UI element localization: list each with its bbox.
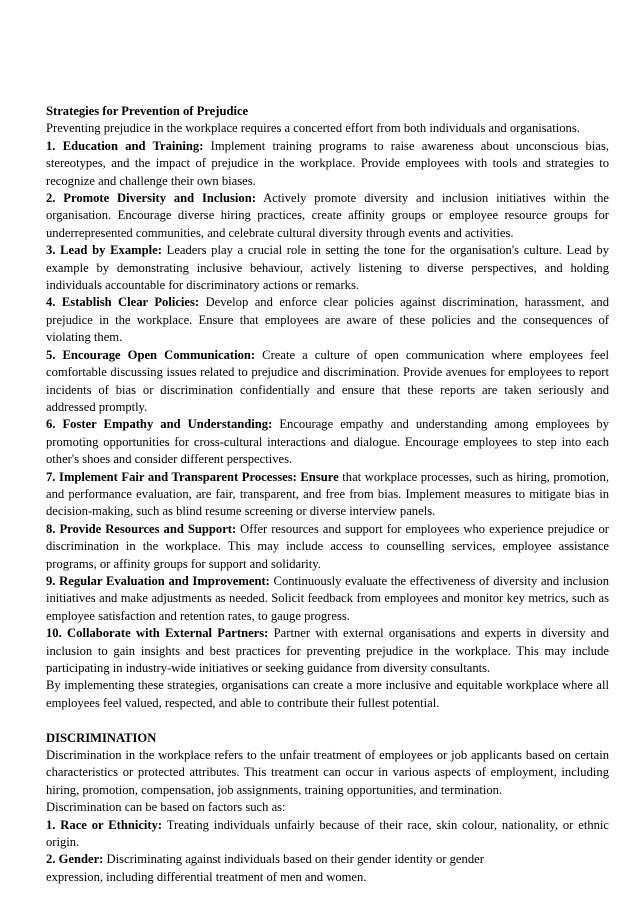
strategy-item (46, 573, 609, 625)
discrimination-label: 2. Gender: (46, 852, 104, 867)
section-spacer (46, 712, 609, 729)
strategy-text: Develop and enforce clear policies against discrimination, harassment, and prejudice in the workplace. Ensure that employees are aware of these policies and the consequences of violating them. (46, 295, 610, 345)
strategy-label: 1. Education and Training: (46, 138, 204, 153)
discrimination-text: Discriminating against individuals based on their gender identity or gender (103, 852, 484, 867)
strategy-text: Continuously evaluate the effectiveness of diversity and inclusion initiatives and make adjustments as needed. Solicit feedback from employees and monitor key metrics, such as employee satisfaction and retention rates, to gauge progress. (46, 573, 609, 623)
prevention-intro: Preventing prejudice in the workplace requires a concerted effort from both individuals and organisations. (46, 121, 580, 136)
strategy-text: Leaders play a crucial role in setting the tone for the organisation's culture. Lead by example by demonstrating inclusive behaviour, actively listening to diverse perspectives, and holding individuals accountable for discriminatory actions or remarks. (46, 243, 609, 293)
discrimination-item (46, 851, 609, 886)
document-page (46, 103, 609, 886)
strategy-item (46, 469, 609, 521)
strategy-text: Implement training programs to raise awareness about unconscious bias, stereotypes, and the impact of prejudice in the workplace. Provide employees with tools and strategies to recognize and challenge their own biases. (46, 138, 609, 188)
strategy-item (46, 347, 609, 417)
prevention-conclusion: By implementing these strategies, organisations can create a more inclusive and equitable workplace where all employees feel valued, respected, and able to contribute their fullest potential. (46, 678, 609, 710)
discrimination-factors-lead: Discrimination can be based on factors such as: (46, 800, 286, 815)
strategy-item (46, 521, 609, 573)
strategy-label: 3. Lead by Example: (46, 243, 162, 258)
strategy-label: 7. Implement Fair and Transparent Processes: Ensure (46, 469, 339, 484)
strategy-label: 9. Regular Evaluation and Improvement: (46, 573, 270, 588)
strategy-label: 2. Promote Diversity and Inclusion: (46, 191, 256, 206)
strategy-label: 5. Encourage Open Communication: (46, 347, 256, 362)
strategy-item (46, 625, 609, 677)
discrimination-item (46, 817, 609, 852)
strategy-text: Offer resources and support for employees who experience prejudice or discrimination in the workplace. This may include access to counselling services, employee assistance programs, or affinity groups for support and solidarity. (46, 521, 609, 571)
strategy-text: that workplace processes, such as hiring, promotion, and performance evaluation, are fair, transparent, and free from bias. Implement measures to mitigate bias in decision-making, such as blind resume screening or diverse interview panels. (46, 469, 609, 519)
discrimination-label: 1. Race or Ethnicity: (46, 817, 163, 832)
discrimination-text-continuation: expression, including differential treatment of men and women. (46, 869, 367, 884)
strategy-label: 10. Collaborate with External Partners: (46, 626, 269, 641)
section-heading-discrimination: DISCRIMINATION (46, 730, 157, 745)
strategy-item (46, 294, 609, 346)
discrimination-text: Treating individuals unfairly because of their race, skin colour, nationality, or ethnic origin. (46, 817, 610, 850)
strategy-label: 6. Foster Empathy and Understanding: (46, 417, 273, 432)
strategy-item (46, 190, 609, 242)
strategy-item (46, 416, 609, 468)
strategy-item (46, 242, 609, 294)
strategy-text: Partner with external organisations and experts in diversity and inclusion to gain insights and best practices for preventing prejudice in the workplace. This may include participating in industry-wide initiatives or seeking guidance from diversity consultants. (46, 626, 609, 675)
strategy-text: Create a culture of open communication where employees feel comfortable discussing issues related to prejudice and discrimination. Provide avenues for employees to report incidents of bias or discrimination confidentially and ensure that these reports are taken seriously and addressed promptly. (46, 347, 609, 414)
strategy-label: 8. Provide Resources and Support: (46, 521, 237, 536)
strategy-item (46, 138, 609, 190)
discrimination-intro: Discrimination in the workplace refers to the unfair treatment of employees or job applicants based on certain characteristics or protected attributes. This treatment can occur in various aspects of employment, including hiring, promotion, compensation, job assignments, training opportunities, and termination. (46, 748, 609, 797)
strategy-text: Encourage empathy and understanding among employees by promoting opportunities for cross-cultural interactions and dialogue. Encourage employees to step into each other's shoes and consider different perspectives. (46, 417, 609, 467)
strategy-label: 4. Establish Clear Policies: (46, 295, 200, 310)
section-heading-prevention: Strategies for Prevention of Prejudice (46, 104, 249, 118)
strategy-text: Actively promote diversity and inclusion initiatives within the organisation. Encourage diverse hiring practices, create affinity groups or employee resource groups for underrepresented communities, and celebrate cultural diversity through events and activities. (46, 191, 610, 240)
